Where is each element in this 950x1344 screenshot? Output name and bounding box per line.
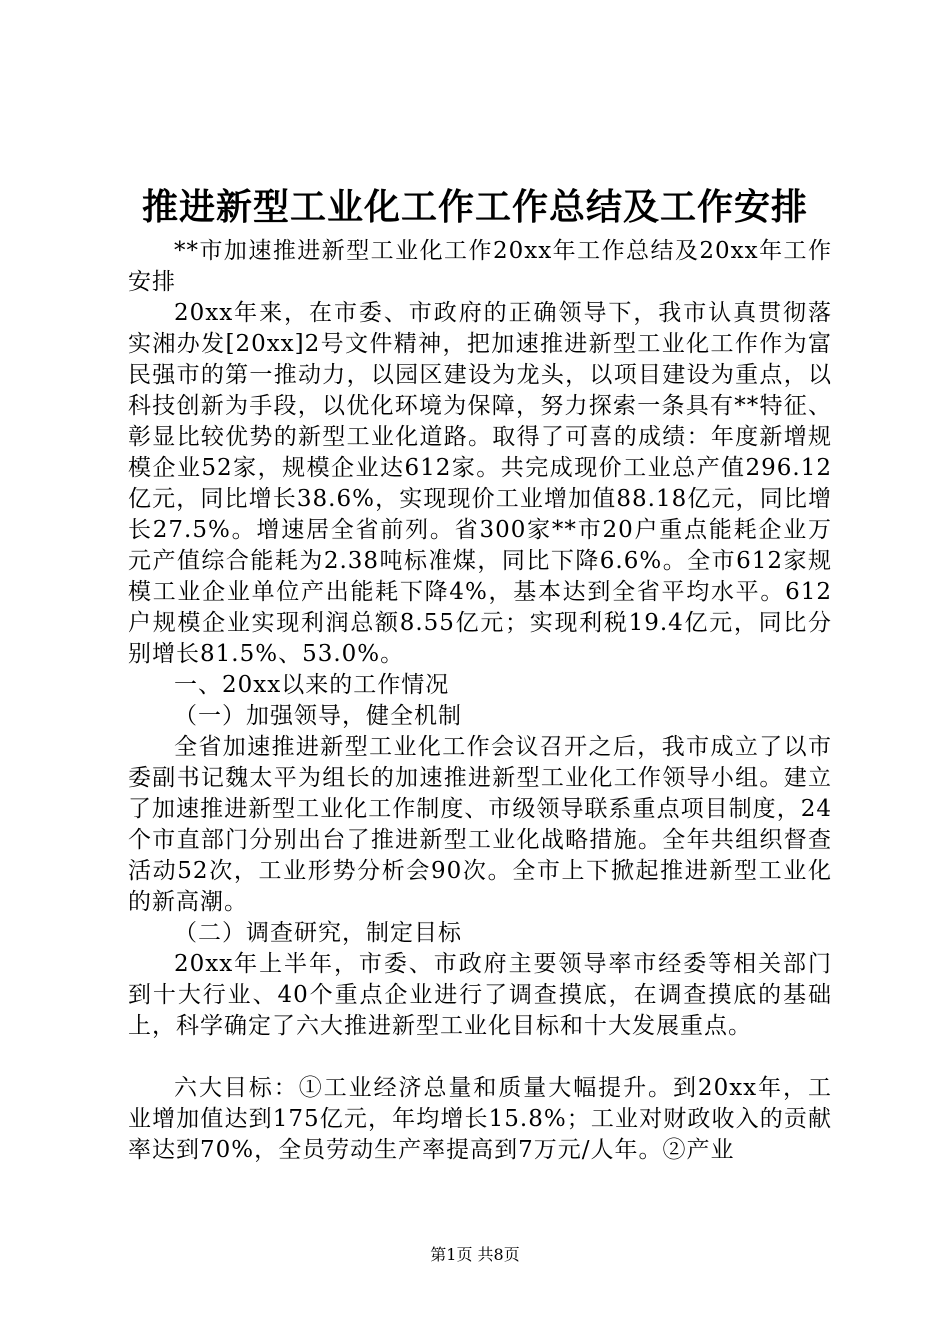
document-title: 推进新型工业化工作工作总结及工作安排 xyxy=(141,187,808,228)
subsection-heading-2: （二）调查研究，制定目标 xyxy=(174,920,462,946)
subtitle-paragraph: **市加速推进新型工业化工作20xx年工作总结及20xx年工作安排 xyxy=(128,238,832,295)
leadership-paragraph: 全省加速推进新型工业化工作会议召开之后，我市成立了以市委副书记魏太平为组长的加速推进新型工业化工作领导小组。建立了加速推进新型工业化工作制度、市级领导联系重点项目制度，24个市直部门分别出台了推进新型工业化战略措施。全年共组织督查活动52次，工业形势分析会90次。全市上下掀起推进新型工业化的新高潮。 xyxy=(128,734,832,915)
page-number-footer: 第1页 共8页 xyxy=(430,1245,520,1264)
research-paragraph: 20xx年上半年，市委、市政府主要领导率市经委等相关部门到十大行业、40个重点企业进行了调查摸底，在调查摸底的基础上，科学确定了六大推进新型工业化目标和十大发展重点。 xyxy=(128,951,832,1039)
summary-paragraph: 20xx年来，在市委、市政府的正确领导下，我市认真贯彻落实湘办发[20xx]2号文件精神，把加速推进新型工业化工作作为富民强市的第一推动力，以园区建设为龙头，以项目建设为重点，以科技创新为手段，以优化环境为保障，努力探索一条具有**特征、彰显比较优势的新型工业化道路。取得了可喜的成绩：年度新增规模企业52家，规模企业达612家。共完成现价工业总产值296.12亿元，同比增长38.6%，实现现价工业增加值88.18亿元，同比增长27.5%。增速居全省前列。省300家**市20户重点能耗企业万元产值综合能耗为2.38吨标准煤，同比下降6.6%。全市612家规模工业企业单位产出能耗下降4%，基本达到全省平均水平。612户规模企业实现利润总额8.55亿元；实现利税19.4亿元，同比分别增长81.5%、53.0%。 xyxy=(128,300,832,667)
section-heading: 一、20xx以来的工作情况 xyxy=(174,672,450,698)
goals-paragraph: 六大目标：①工业经济总量和质量大幅提升。到20xx年，工业增加值达到175亿元，年均增长15.8%；工业对财政收入的贡献率达到70%，全员劳动生产率提高到7万元/人年。②产业 xyxy=(128,1075,832,1163)
subsection-heading-1: （一）加强领导，健全机制 xyxy=(174,703,462,729)
document-body xyxy=(128,236,832,1166)
